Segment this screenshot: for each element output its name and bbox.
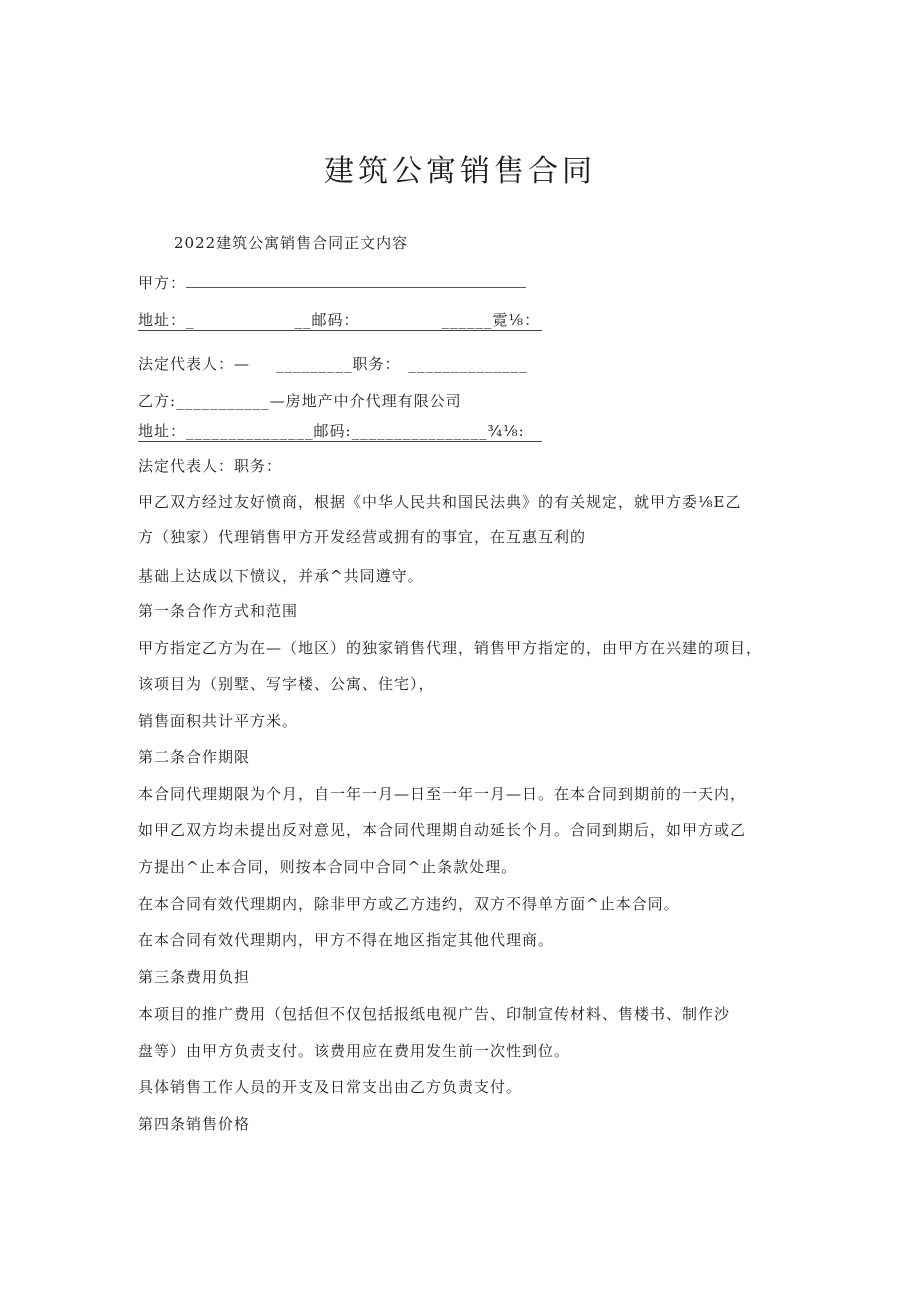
party-a-position-label: _________职务：	[276, 355, 401, 373]
party-a-position-blank: ______________	[408, 355, 528, 373]
paragraph-line: 在本合同有效代理期内，除非甲方或乙方违约，双方不得单方面^止本合同。	[138, 895, 680, 913]
party-a-line	[138, 272, 526, 293]
party-b-line	[138, 391, 462, 411]
paragraph-line: 销售面积共计平方米。	[138, 712, 299, 730]
party-b-rep-line: 法定代表人：职务：	[138, 457, 283, 475]
paragraph-line: 盘等）由甲方负责支付。该费用应在费用发生前一次性到位。	[138, 1042, 571, 1060]
party-b-postcode-blank: ________________	[351, 422, 488, 440]
party-a-rep-line	[138, 354, 528, 374]
paragraph-line: 基础上达成以下愤议，并承^共同遵守。	[138, 567, 424, 585]
paragraph-line: 本项目的推广费用（包括但不仅包括报纸电视广告、印制宣传材料、售楼书、制作沙	[138, 1005, 731, 1023]
document-title: 建筑公寓销售合同	[324, 154, 596, 189]
party-b-postcode-label: ____邮码:	[279, 422, 352, 440]
party-b-label: 乙方:	[138, 392, 177, 410]
party-b-name: —房地产中介代理有限公司	[269, 392, 462, 410]
paragraph-line: 方提出^止本合同，则按本合同中合同^止条款处理。	[138, 858, 518, 876]
paragraph-line: 具体销售工作人员的开支及日常支出由乙方负责支付。	[138, 1078, 523, 1096]
party-b-blank: ___________	[176, 392, 270, 410]
paragraph-line: 本合同代理期限为个月，自一年一月—日至一年一月—日。在本合同到期前的一天内，	[138, 785, 747, 803]
section-heading: 第四条销售价格	[138, 1115, 251, 1133]
party-a-address-line	[138, 310, 542, 331]
paragraph-line: 甲乙双方经过友好愤商，根据《中华人民共和国民法典》的有关规定，就甲方委⅛E乙	[138, 493, 742, 511]
party-a-phone-label: ______霓⅛：	[441, 311, 541, 329]
section-heading: 第一条合作方式和范围	[138, 602, 299, 620]
party-b-address-label: 地址：	[138, 422, 187, 440]
party-a-address-label: 地址：_	[138, 311, 195, 329]
paragraph-line: 如甲乙双方均未提出反对意见，本合同代理期自动延长个月。合同到期后，如甲方或乙	[138, 821, 747, 839]
party-b-address-blank: ___________	[186, 422, 280, 440]
subtitle: 2022建筑公寓销售合同正文内容	[174, 234, 409, 252]
paragraph-line: 方（独家）代理销售甲方开发经营或拥有的事宜，在互惠互利的	[138, 528, 587, 546]
party-a-label: 甲方：	[138, 274, 187, 292]
section-heading: 第二条合作期限	[138, 748, 251, 766]
paragraph-line: 在本合同有效代理期内，甲方不得在地区指定其他代理商。	[138, 931, 555, 949]
paragraph-line: 该项目为（别墅、写字楼、公寓、住宅），	[138, 675, 435, 693]
party-b-address-line	[138, 421, 542, 442]
party-a-blank	[186, 272, 526, 288]
party-a-postcode-label: __邮码：	[294, 311, 360, 329]
party-b-phone-label: ¾⅛:	[487, 422, 525, 440]
party-a-rep-label: 法定代表人：—	[138, 355, 251, 373]
paragraph-line: 甲方指定乙方为在—（地区）的独家销售代理，销售甲方指定的，由甲方在兴建的项目，	[138, 639, 763, 657]
section-heading: 第三条费用负担	[138, 968, 251, 986]
